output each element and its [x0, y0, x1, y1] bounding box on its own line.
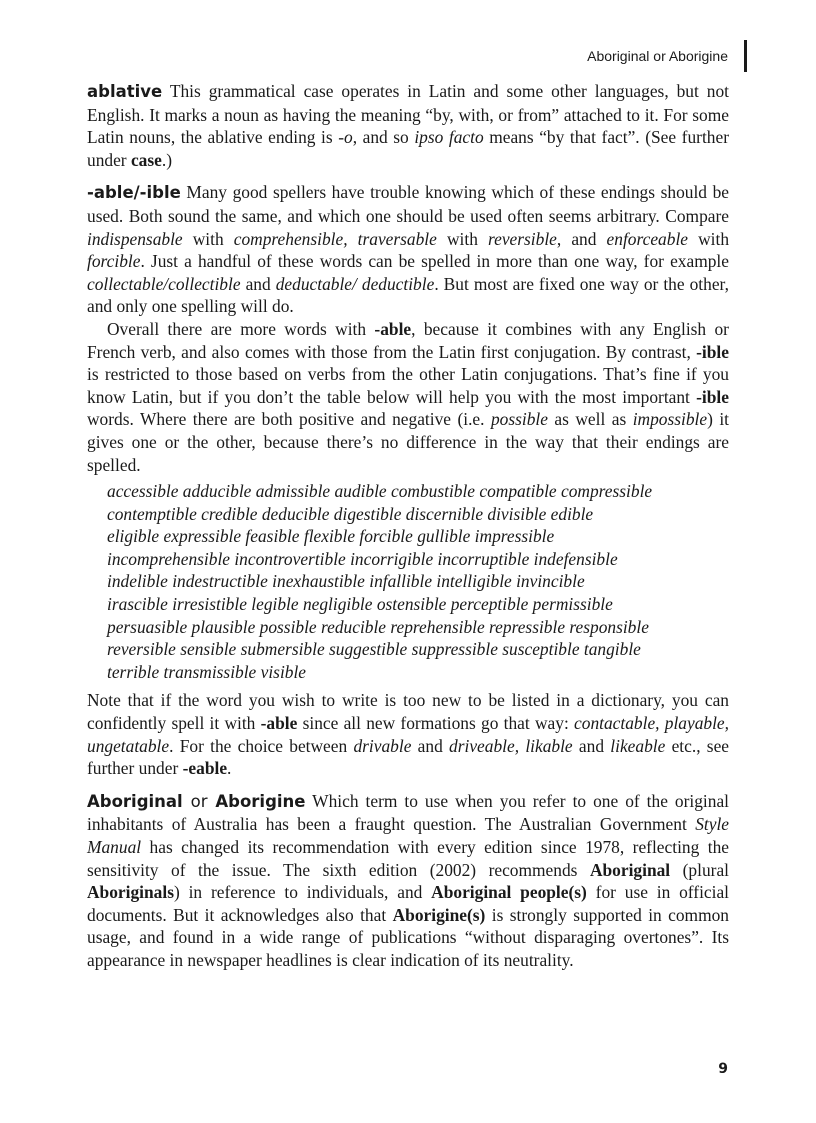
- word-list-line: accessible adducible admissible audible combustible compatible compressible: [107, 481, 653, 502]
- entry-able-para-1: -able/-ible Many good spellers have trouble knowing which of these endings should be used. Both sound the same, and which one should be used often seems arbitrary. Compare indispensable with comprehensible, traversable with reversible, and enforceable with forcible. Just a handful of these words can be spelled in more than one way, for example collectable/collectible and deductable/ deductible. But most are fixed one way or the other, and only one spelling will do.: [87, 182, 730, 317]
- headword-aboriginal: Aboriginal: [87, 791, 183, 811]
- word-list-line: irascible irresistible legible negligible ostensible perceptible permissible: [107, 594, 613, 615]
- word-list-line: persuasible plausible possible reducible reprehensible repressible responsible: [107, 616, 649, 637]
- word-list-line: terrible transmissible visible: [107, 661, 307, 682]
- word-list-line: eligible expressible feasible flexible forcible gullible impressible: [107, 526, 555, 547]
- page-content: [87, 80, 729, 982]
- word-list-line: incomprehensible incontrovertible incorrigible incorruptible indefensible: [107, 548, 618, 569]
- entry-ablative-text: ablative This grammatical case operates in Latin and some other languages, but not English. It marks a noun as having the meaning “by, with, or from” attached to it. For some Latin nouns, the ablative ending is -o, and so ipso facto means “by that fact”. (See further under case.): [87, 81, 729, 170]
- cross-ref-eable: -eable: [182, 758, 228, 779]
- headword-able-ible: -able/-ible: [87, 183, 181, 203]
- ible-word-list: [107, 480, 729, 683]
- entry-able-para-2: Overall there are more words with -able, because it combines with any English or French verb, and also comes with those from the Latin first conjugation. By contrast, -ible is restricted to those based on verbs from the other Latin conjugations. That’s fine if you know Latin, but if you don’t the table below will help you with the most important -ible words. Where there are both positive and negative (i.e. possible as well as impossible) it gives one or the other, because there’s no difference in the way that their endings are spelled.: [87, 318, 729, 475]
- cross-ref-case: case: [130, 149, 162, 170]
- running-head: Aboriginal or Aborigine: [587, 48, 728, 64]
- running-head-rule: [744, 40, 747, 72]
- headword-ablative: ablative: [87, 82, 163, 101]
- entry-aboriginal: [87, 790, 729, 972]
- headword-aborigine: Aborigine: [215, 791, 306, 811]
- entry-able-para-3: Note that if the word you wish to write is too new to be listed in a dictionary, you can confidently spell it with -able since all new formations go that way: contactable, playable, ungetatable. For the choice between drivable and driveable, likable and likeable etc., see further under -eable.: [87, 690, 730, 779]
- word-list-line: contemptible credible deducible digestible discernible divisible edible: [107, 503, 594, 524]
- entry-ablative: [87, 80, 729, 171]
- word-list-line: indelible indestructible inexhaustible infallible intelligible invincible: [107, 571, 585, 592]
- word-list-line: reversible sensible submersible suggestible suppressible susceptible tangible: [107, 639, 641, 660]
- entry-able-ible: [87, 181, 729, 779]
- page-number: 9: [718, 1061, 728, 1077]
- entry-aboriginal-text: Aboriginal or Aborigine Which term to use when you refer to one of the original inhabitants of Australia has been a fraught question. The Australian Government Style Manual has changed its recommendation with every edition since 1978, reflecting the sensitivity of the issue. The sixth edition (2002) recommends Aboriginal (plural Aboriginals) in reference to individuals, and Aboriginal people(s) for use in official documents. But it acknowledges also that Aborigine(s) is strongly supported in common usage, and found in a wide range of publications “without disparaging overtones”. Its appearance in newspaper headlines is clear indication of its neutrality.: [87, 790, 729, 970]
